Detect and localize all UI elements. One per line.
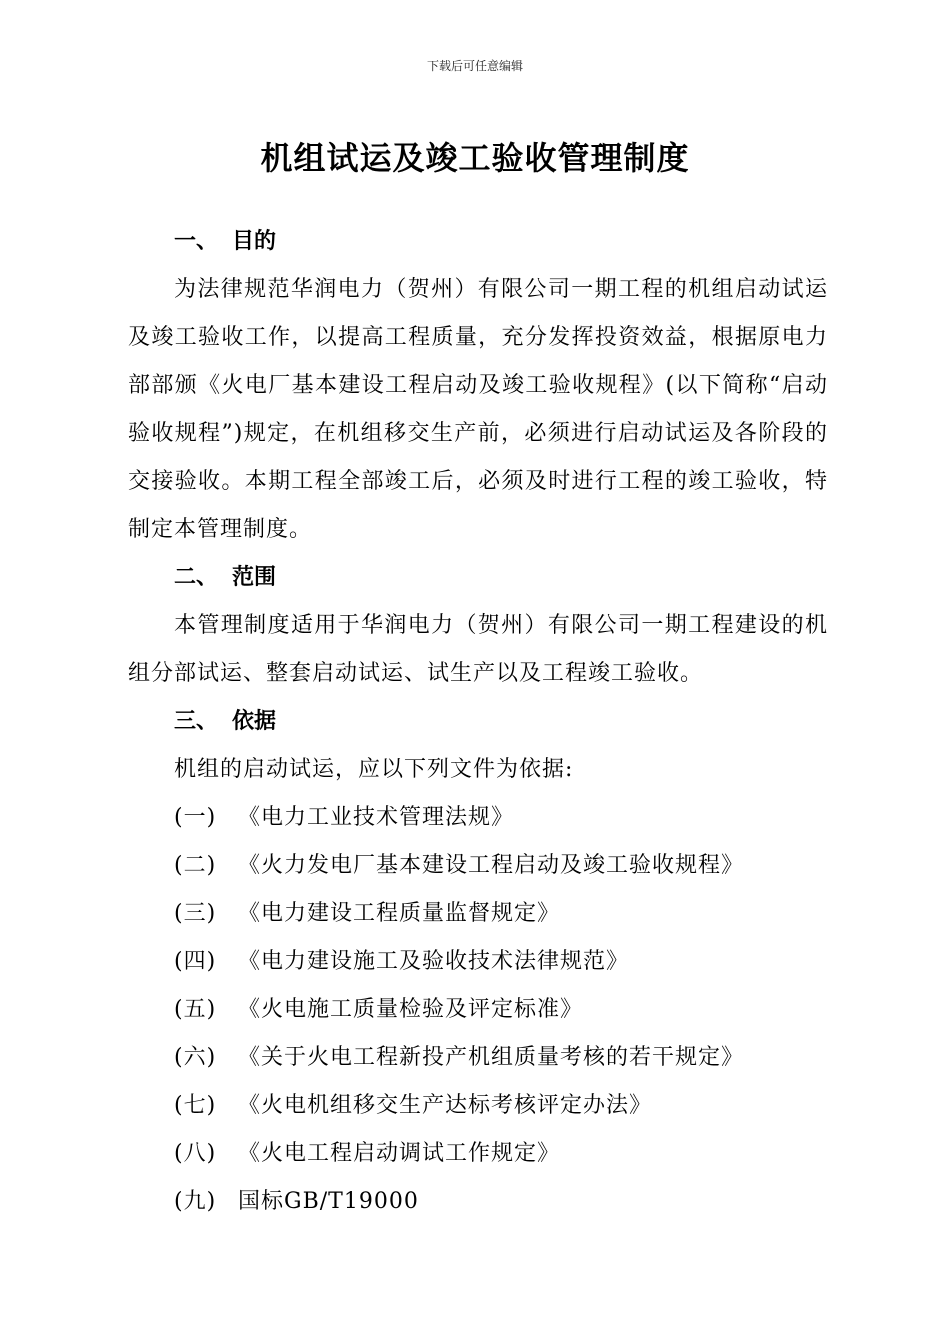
section-number: 三、 [174, 709, 219, 734]
document-body [128, 218, 828, 1226]
reference-item [128, 1082, 828, 1130]
reference-title: 《电力建设工程质量监督规定》 [238, 901, 561, 926]
section-heading-scope [128, 554, 828, 602]
reference-title: 《火电施工质量检验及评定标准》 [238, 997, 584, 1022]
reference-number: (九) [174, 1189, 217, 1214]
reference-item [128, 794, 828, 842]
reference-item [128, 1034, 828, 1082]
reference-item [128, 1178, 828, 1226]
reference-title: 《火力发电厂基本建设工程启动及竣工验收规程》 [238, 853, 745, 878]
reference-title: 国标GB/T19000 [238, 1189, 419, 1214]
reference-number: (四) [174, 949, 217, 974]
page-header: 下载后可任意编辑 [426, 59, 523, 73]
reference-title: 《电力工业技术管理法规》 [238, 805, 515, 830]
reference-number: (八) [174, 1141, 217, 1166]
reference-number: (五) [174, 997, 217, 1022]
section-title: 依据 [232, 709, 277, 734]
reference-number: (三) [174, 901, 217, 926]
reference-number: (一) [174, 805, 217, 830]
reference-item [128, 1130, 828, 1178]
basis-intro: 机组的启动试运，应以下列文件为依据: [174, 757, 574, 782]
section-heading-basis [128, 698, 828, 746]
reference-title: 《电力建设施工及验收技术法律规范》 [238, 949, 630, 974]
scope-paragraph: 本管理制度适用于华润电力（贺州）有限公司一期工程建设的机组分部试运、整套启动试运、试生产以及工程竣工验收。 [128, 613, 828, 686]
section-number: 一、 [174, 229, 219, 254]
reference-title: 《火电机组移交生产达标考核评定办法》 [238, 1093, 653, 1118]
document-title: 机组试运及竣工验收管理制度 [260, 139, 690, 177]
purpose-paragraph: 为法律规范华润电力（贺州）有限公司一期工程的机组启动试运及竣工验收工作，以提高工程质量，充分发挥投资效益，根据原电力部部颁《火电厂基本建设工程启动及竣工验收规程》(以下简称“启动验收规程”)规定，在机组移交生产前，必须进行启动试运及各阶段的交接验收。本期工程全部竣工后，必须及时进行工程的竣工验收，特制定本管理制度。 [128, 277, 828, 542]
reference-number: (七) [174, 1093, 217, 1118]
reference-title: 《火电工程启动调试工作规定》 [238, 1141, 561, 1166]
reference-number: (二) [174, 853, 217, 878]
section-title: 目的 [232, 229, 277, 254]
reference-title: 《关于火电工程新投产机组质量考核的若干规定》 [238, 1045, 745, 1070]
section-heading-purpose [128, 218, 828, 266]
reference-item [128, 986, 828, 1034]
reference-number: (六) [174, 1045, 217, 1070]
reference-item [128, 842, 828, 890]
reference-item [128, 890, 828, 938]
section-title: 范围 [232, 565, 277, 590]
reference-item [128, 938, 828, 986]
section-number: 二、 [174, 565, 219, 590]
